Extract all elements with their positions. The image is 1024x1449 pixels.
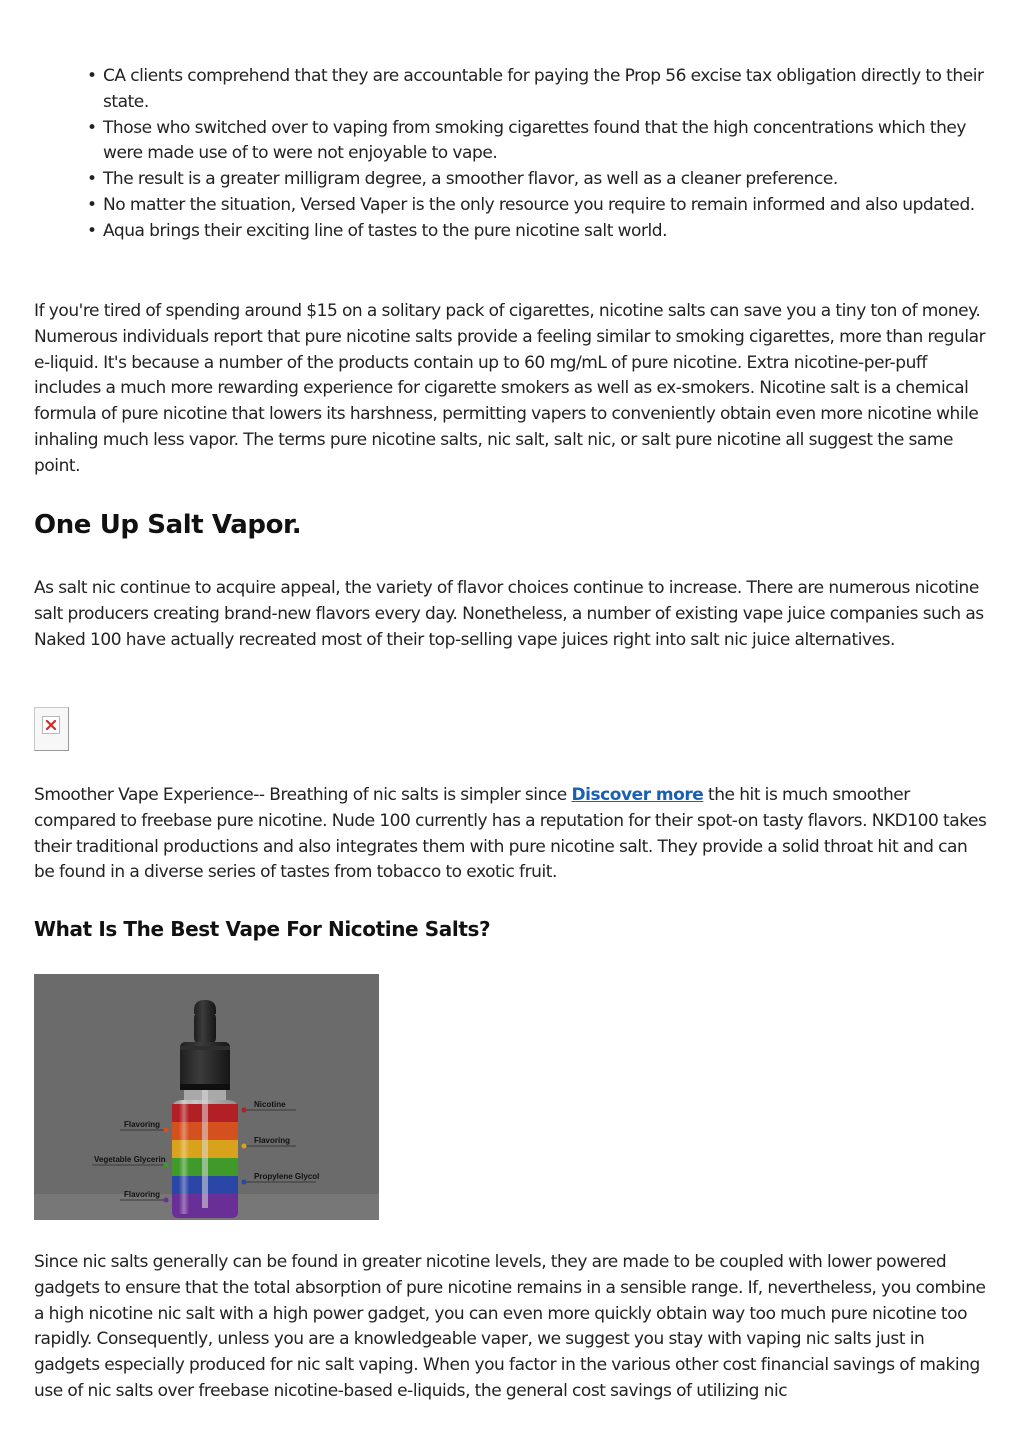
paragraph-nicotine-salts-savings: If you're tired of spending around $15 on a solitary pack of cigarettes, nicotine salts can save you a tiny ton of money. Numerous individuals report that pure nicotine salts provide a feeling similar to smoking cigarettes, more than regular e-liquid. It's because a number of the products contain up to 60 mg/mL of pure nicotine. Extra nicotine-per-puff includes a much more rewarding experience for cigarette smokers as well as ex-smokers. Nicotine salt is a chemical formula of pure nicotine that lowers its harshness, permitting vapers to conveniently obtain even more nicotine while inhaling much less vapor. The terms pure nicotine salts, nic salt, salt nic, or salt pure nicotine all suggest the same point.	[34, 301, 986, 476]
list-item	[87, 167, 987, 193]
list-item-text: CA clients comprehend that they are accountable for paying the Prop 56 excise tax obligation directly to their state.	[103, 66, 984, 112]
label-flavoring-left-top-text: Flavoring	[124, 1120, 161, 1129]
bullet-list	[87, 64, 987, 245]
bullet-symbol: •	[87, 194, 97, 215]
paragraph-nic-salt-levels: Since nic salts generally can be found in greater nicotine levels, they are made to be coupled with lower powered gadgets to ensure that the total absorption of pure nicotine remains in a sensible range. If, nevertheless, you combine a high nicotine nic salt with a high power gadget, you can even more quickly obtain way too much pure nicotine too rapidly. Consequently, unless you are a knowledgeable vaper, we suggest you stay with vaping nic salts just in gadgets especially produced for nic salt vaping. When you factor in the various other cost financial savings of making use of nic salts over freebase nicotine-based e-liquids, the general cost savings of utilizing nic	[34, 1252, 986, 1401]
discover-more-link[interactable]: Discover more	[571, 785, 704, 805]
label-vegetable-glycerin-text: Vegetable Glycerin	[94, 1155, 166, 1164]
list-item-text: No matter the situation, Versed Vaper is the only resource you require to remain informed and also updated.	[103, 194, 975, 215]
list-item	[87, 219, 987, 245]
bullet-symbol: •	[87, 169, 97, 190]
bullet-symbol: •	[87, 117, 97, 138]
paragraph-flavor-choices: As salt nic continue to acquire appeal, the variety of flavor choices continue to increase. There are numerous nicotine salt producers creating brand-new flavors every day. Nonetheless, a number of existing vape juice companies such as Naked 100 have actually recreated most of their top-selling vape juices right into salt nic juice alternatives.	[34, 578, 984, 650]
list-item	[87, 116, 987, 168]
list-item-text: Those who switched over to vaping from smoking cigarettes found that the high concentrations which they were made use of to were not enjoyable to vape.	[103, 117, 967, 164]
bullet-symbol: •	[87, 66, 97, 86]
bullet-symbol: •	[87, 220, 97, 241]
label-propylene-glycol-text: Propylene Glycol	[254, 1172, 320, 1181]
paragraph-text-after-link: the hit is much smoother compared to freebase pure nicotine. Nude 100 currently has a reputation for their spot-on tasty flavors. NKD100 takes their traditional productions and also integrates them with pure nicotine salt. They provide a solid throat hit and can be found in a diverse series of tastes from tobacco to exotic fruit.	[34, 785, 987, 883]
heading-one-up-salt-vapor: One Up Salt Vapor.	[34, 510, 302, 540]
paragraph-smoother-vape	[34, 783, 992, 886]
heading-best-vape: What Is The Best Vape For Nicotine Salts?	[34, 917, 491, 941]
list-item	[87, 193, 987, 219]
list-item-text: Aqua brings their exciting line of tastes to the pure nicotine salt world.	[103, 220, 668, 241]
label-flavoring-right-text: Flavoring	[254, 1136, 291, 1145]
broken-image-icon	[34, 707, 69, 751]
label-flavoring-left-bottom-text: Flavoring	[124, 1190, 161, 1199]
list-item	[87, 64, 987, 116]
nicotine-bottle-illustration	[34, 974, 379, 1220]
list-item-text: The result is a greater milligram degree, a smoother flavor, as well as a cleaner preference.	[103, 169, 838, 190]
paragraph-text-before-link: Smoother Vape Experience-- Breathing of nic salts is simpler since	[34, 785, 572, 805]
label-nicotine-text: Nicotine	[254, 1100, 286, 1109]
